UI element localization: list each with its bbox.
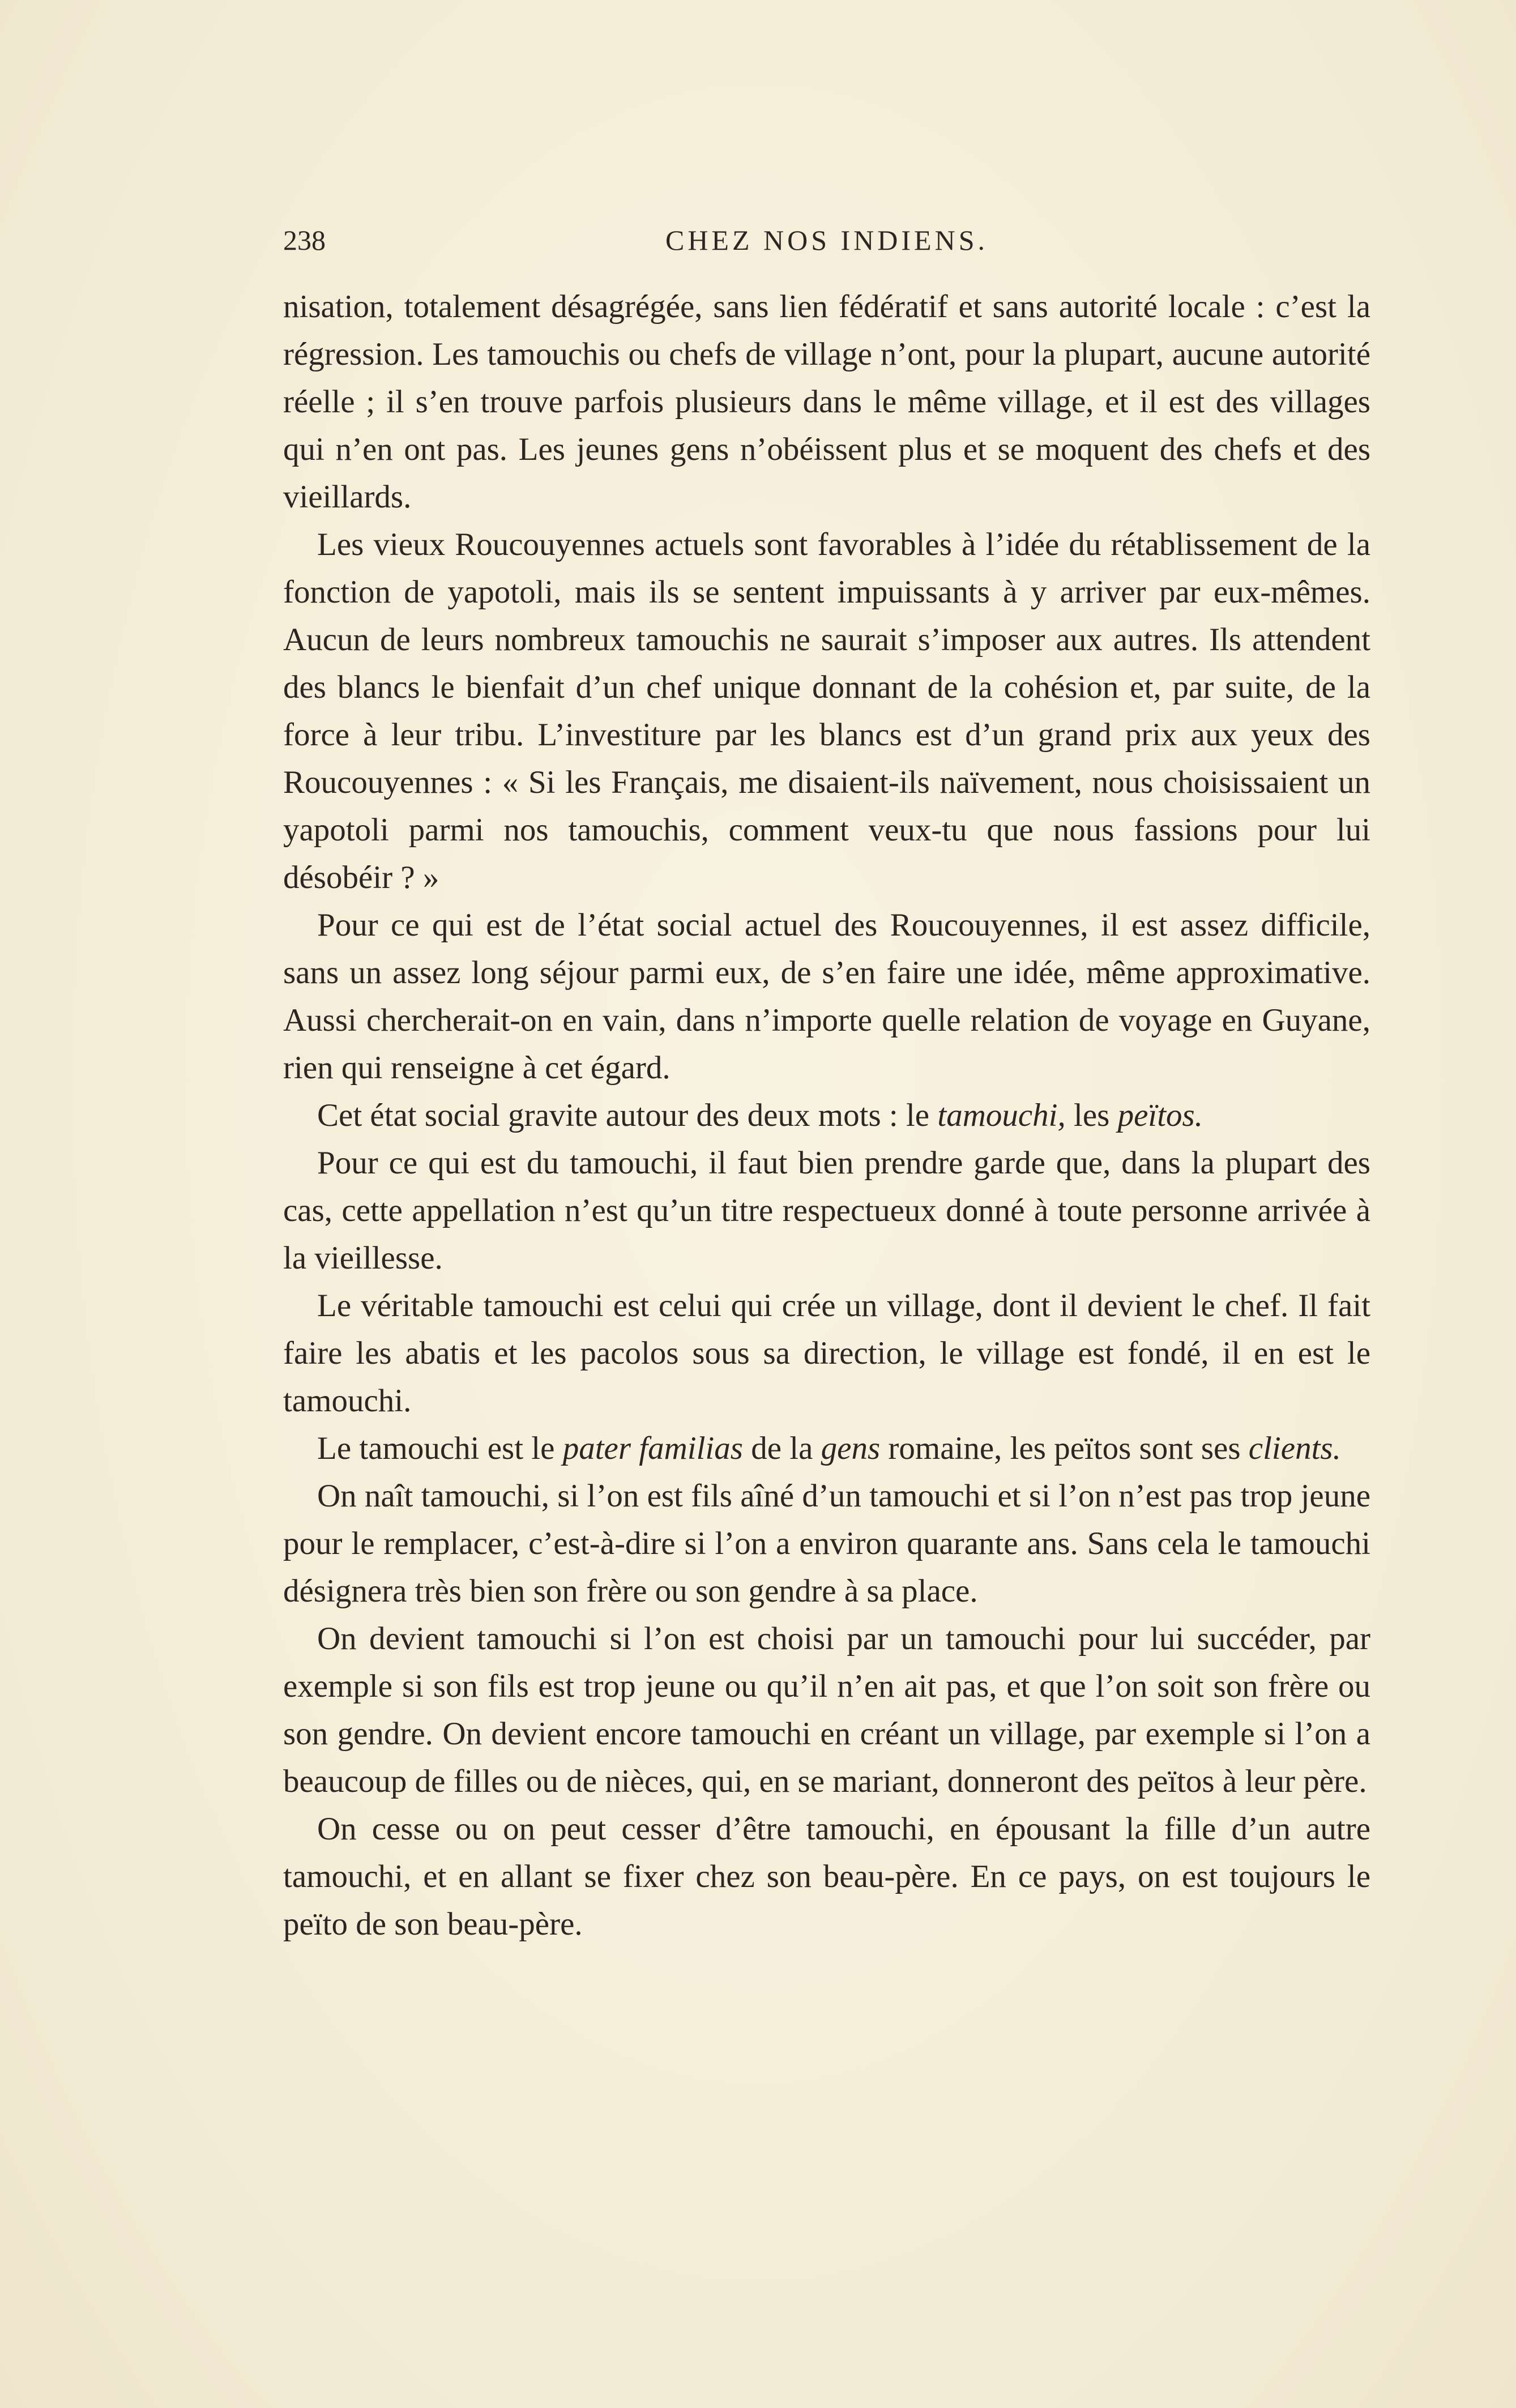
text-run: On cesse ou on peut cesser d’être tamouchi, en épousant la fille d’un autre tamouchi, et en allant se fixer chez son beau-père. En ce pays, on est toujours le peïto de son beau-père. — [283, 1811, 1370, 1942]
italic-term: clients. — [1248, 1431, 1341, 1466]
paragraph — [283, 1615, 1370, 1805]
text-run: Pour ce qui est du tamouchi, il faut bien prendre garde que, dans la plupart des cas, cette appellation n’est qu’un titre respectueux donné à toute personne arrivée à la vieillesse. — [283, 1145, 1370, 1276]
text-run: Pour ce qui est de l’état social actuel des Roucouyennes, il est assez difficile, sans un assez long séjour parmi eux, de s’en faire une idée, même approximative. Aussi chercherait-on en vain, dans n’importe quelle relation de voyage en Guyane, rien qui renseigne à cet égard. — [283, 907, 1370, 1086]
text-run: On naît tamouchi, si l’on est fils aîné d’un tamouchi et si l’on n’est pas trop jeune pour le remplacer, c’est-à-dire si l’on a environ quarante ans. Sans cela le tamouchi désignera très bien son frère ou son gendre à sa place. — [283, 1478, 1371, 1609]
text-run: nisation, totalement désagrégée, sans lien fédératif et sans autorité locale : c’est la régression. Les tamouchis ou chefs de village n’ont, pour la plupart, aucune autorité réelle ; il s’en trouve parfois plusieurs dans le même village, et il est des villages qui n’en ont pas. Les jeunes gens n’obéissent plus et se moquent des chefs et des vieillards. — [283, 289, 1370, 515]
body-text — [283, 283, 1370, 1948]
paragraph — [283, 1425, 1370, 1472]
paragraph — [283, 1472, 1370, 1615]
paragraph — [283, 521, 1370, 902]
text-run: Le véritable tamouchi est celui qui crée un village, dont il devient le chef. Il fait faire les abatis et les pacolos sous sa direction, le village est fondé, il en est le tamouchi. — [283, 1288, 1370, 1419]
text-run: romaine, les peïtos sont ses — [880, 1431, 1249, 1466]
paragraph — [283, 1092, 1370, 1139]
paragraph — [283, 1282, 1370, 1425]
text-run: les — [1065, 1098, 1118, 1133]
text-run: Les vieux Roucouyennes actuels sont favorables à l’idée du rétablissement de la fonction de yapotoli, mais ils se sentent impuissants à y arriver par eux-mêmes. Aucun de leurs nombreux tamouchis ne saurait s’imposer aux autres. Ils attendent des blancs le bienfait d’un chef unique donnant de la cohésion et, par suite, de la force à leur tribu. L’investiture par les blancs est d’un grand prix aux yeux des Roucouyennes : « Si les Français, me disaient-ils naïvement, nous choisissaient un yapotoli parmi nos tamouchis, comment veux-tu que nous fassions pour lui désobéir ? » — [283, 527, 1370, 895]
text-run: de la — [742, 1431, 821, 1466]
text-run: Cet état social gravite autour des deux mots : le — [317, 1098, 938, 1133]
text-run: Le tamouchi est le — [317, 1431, 563, 1466]
italic-term: gens — [821, 1431, 881, 1466]
paragraph — [283, 902, 1370, 1092]
italic-term: tamouchi, — [937, 1098, 1066, 1133]
paragraph — [283, 283, 1370, 521]
italic-term: pater familias — [562, 1431, 743, 1466]
italic-term: peïtos. — [1117, 1098, 1203, 1133]
page-number: 238 — [283, 224, 326, 256]
page-header — [283, 224, 1370, 263]
paragraph — [283, 1805, 1370, 1948]
paragraph — [283, 1139, 1370, 1282]
running-title: CHEZ NOS INDIENS. — [665, 224, 989, 256]
text-run: On devient tamouchi si l’on est choisi par un tamouchi pour lui succéder, par exemple si son fils est trop jeune ou qu’il n’en ait pas, et que l’on soit son frère ou son gendre. On devient encore tamouchi en créant un village, par exemple si l’on a beaucoup de filles ou de nièces, qui, en se mariant, donneront des peïtos à leur père. — [283, 1621, 1370, 1799]
